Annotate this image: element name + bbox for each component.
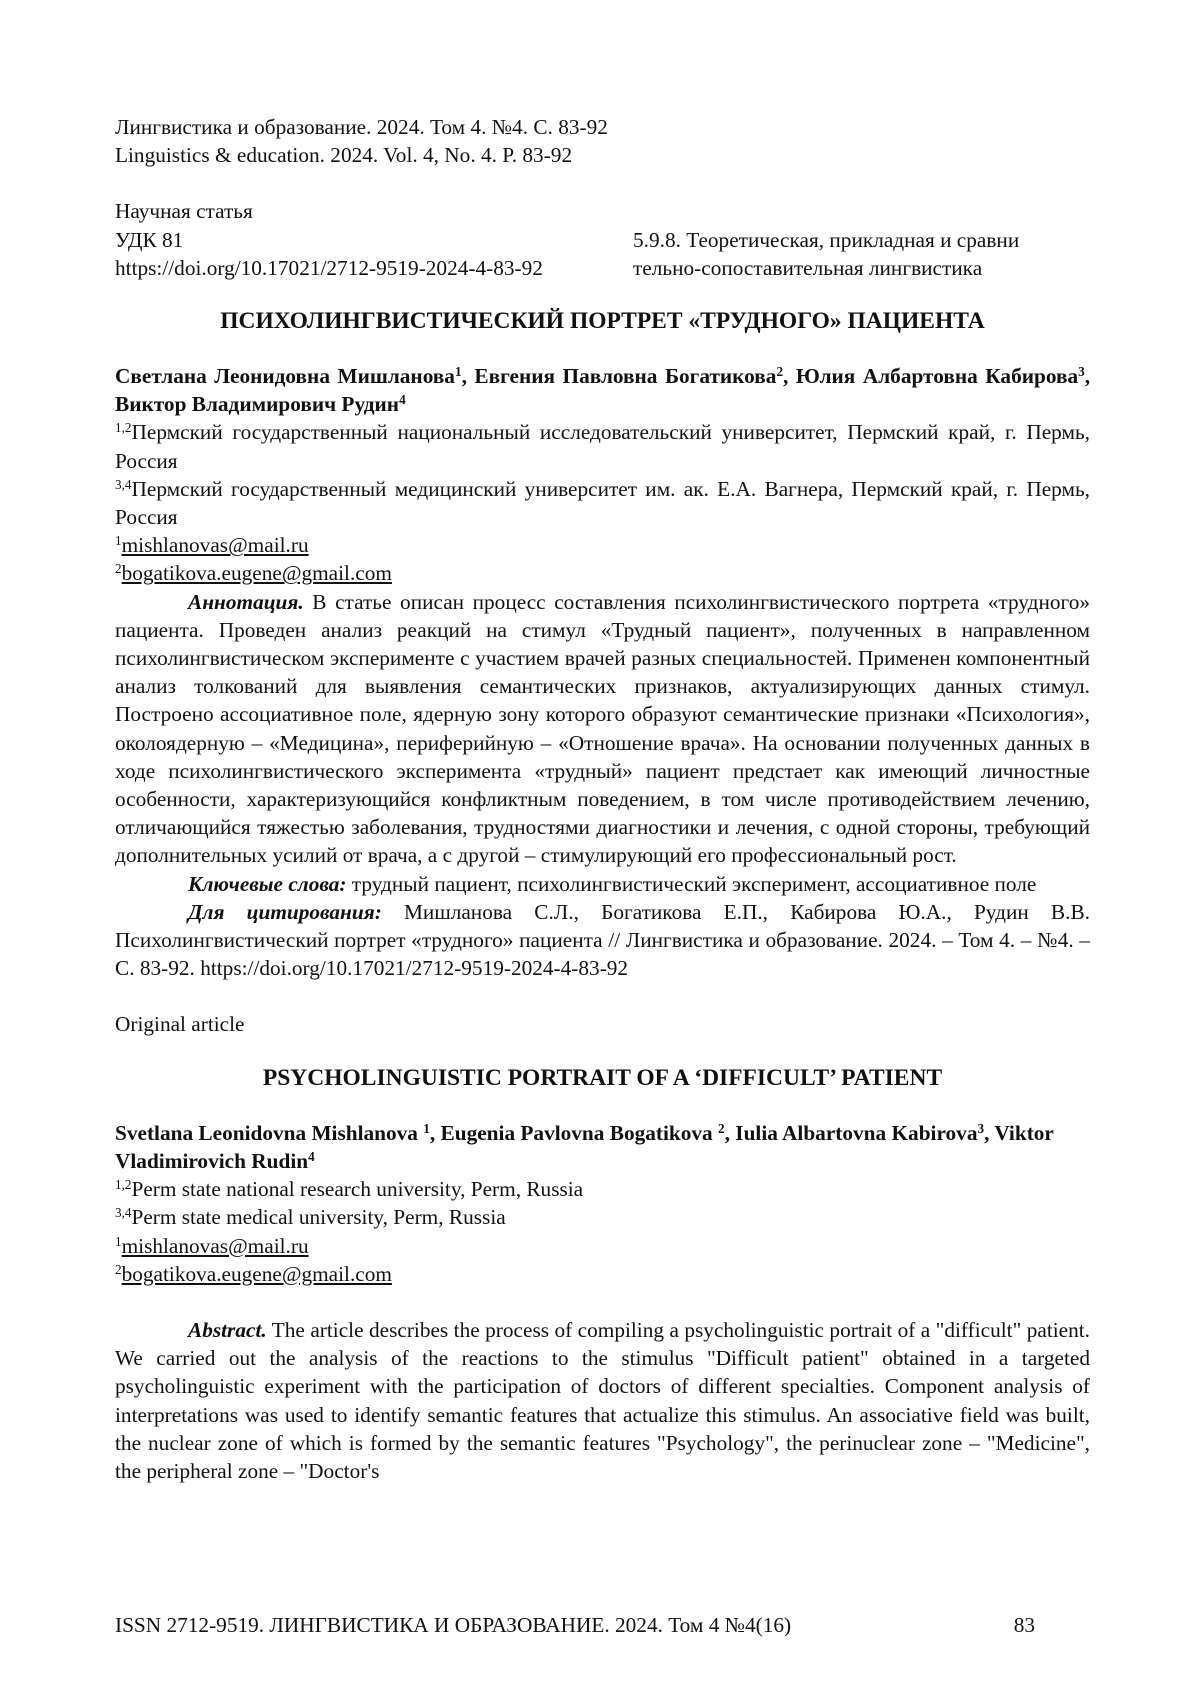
- email-1-en: $^1$mishlanovas@mail.ru: [115, 1233, 309, 1258]
- title-ru: ПСИХОЛИНГВИСТИЧЕСКИЙ ПОРТРЕТ «ТРУДНОГО» ПАЦИЕНТА: [220, 308, 985, 335]
- abstract-ru: Аннотация. В статье описан процесс составления психолингвистического портрета «трудного» пациента. Проведен анализ реакций на стимул «Трудный пациент», полученных в направленном психолингвистическом эксперименте с участием врачей разных специальностей. Применен компонентный анализ толкований для выявления семантических признаков, актуализирующих данных стимул. Построено ассоциативное поле, ядерную зону которого образуют семантические признаки «Психология», околоядерную – «Медицина», периферийную – «Отношение врача». На основании полученных данных в ходе психолингвистического эксперимента «трудный» пациент предстает как имеющий личностные особенности, характеризующийся конфликтным поведением, в том числе противодействием лечению, отличающийся тяжестью заболевания, трудностями диагностики и лечения, с одной стороны, требующий дополнительных усилий от врача, а с другой – стимулирующий его профессиональный рост.: [115, 589, 1090, 868]
- authors-en: Svetlana Leonidovna Mishlanova $^1$, Eugenia Pavlovna Bogatikova $^2$, Iulia Albartovna Kabirova$^3$, Viktor Vladimirovich Rudin$^4$: [115, 1120, 1054, 1173]
- authors-ru: Светлана Леонидовна Мишланова$^1$, Евгения Павловна Богатикова$^2$, Юлия Албартовна Кабирова$^3$, Виктор Владимирович Рудин$^4$: [115, 363, 1091, 417]
- email-2-en: $^2$bogatikova.eugene@gmail.com: [115, 1261, 392, 1286]
- doi-link[interactable]: https://doi.org/10.17021/2712-9519-2024-4-83-92: [115, 255, 543, 280]
- abstract-en: Abstract. The article describes the process of compiling a psycholinguistic portrait of a "difficult" patient. We carried out the analysis of the reactions to the stimulus "Difficult patient" obtained in a targeted psycholinguistic experiment with the participation of doctors of different specialties. Component analysis of interpretations was used to identify semantic features that actualize this stimulus. An associative field was built, the nuclear zone of which is formed by the semantic features "Psychology", the perinuclear zone – "Medicine", the peripheral zone – "Doctor's: [115, 1317, 1090, 1483]
- author-1: Svetlana Leonidovna Mishlanova: [115, 1120, 424, 1145]
- email-1-ru: $^1$mishlanovas@mail.ru: [115, 532, 309, 558]
- specialty-line-1: 5.9.8. Теоретическая, прикладная и сравни: [633, 227, 1020, 252]
- affiliation-2-ru: $^{3,4}$Пермский государственный медицинский университет им. ак. Е.А. Вагнера, Пермский край, г. Пермь, Россия: [115, 476, 1090, 530]
- footer-issn: ISSN 2712-9519. ЛИНГВИСТИКА И ОБРАЗОВАНИЕ. 2024. Том 4 №4(16): [115, 1613, 792, 1637]
- affiliation-1-en: $^{1,2}$Perm state national research university, Perm, Russia: [115, 1176, 584, 1202]
- email-2-ru: $^2$bogatikova.eugene@gmail.com: [115, 561, 392, 586]
- email-link[interactable]: mishlanovas@mail.ru: [121, 1233, 309, 1258]
- meta-row: [115, 226, 1090, 282]
- affiliation-2-en: $^{3,4}$Perm state medical university, Perm, Russia: [115, 1205, 506, 1230]
- article-type-ru: Научная статья: [115, 199, 253, 224]
- meta-right: [633, 226, 1090, 282]
- title-en: PSYCHOLINGUISTIC PORTRAIT OF A ‘DIFFICULT’ PATIENT: [262, 1064, 943, 1091]
- citation-ru: Для цитирования: Мишланова С.Л., Богатикова Е.П., Кабирова Ю.А., Рудин В.В. Психолингвистический портрет «трудного» пациента // Лингвистика и образование. 2024. – Том 4. – №4. – С. 83-92. https://doi.org/10.17021/2712-9519-2024-4-83-92: [115, 899, 1090, 981]
- article-type-en: Original article: [115, 1012, 245, 1037]
- author-1: Светлана Леонидовна Мишланова: [115, 364, 455, 389]
- author-2: Евгения Павловна Богатикова: [474, 364, 777, 389]
- author-4: Виктор Владимирович Рудин: [115, 392, 400, 417]
- affiliation-1-ru: $^{1,2}$Пермский государственный национальный исследовательский университет, Пермский край, г. Пермь, Россия: [115, 420, 1090, 473]
- author-3: Iulia Albartovna Kabirova: [735, 1120, 978, 1145]
- article-page: [115, 113, 1090, 1485]
- specialty-line-2: тельно-сопоставительная лингвистика: [633, 255, 983, 280]
- journal-citation-en: Linguistics & education. 2024. Vol. 4, No. 4. P. 83-92: [115, 143, 573, 168]
- keywords-ru: Ключевые слова: трудный пациент, психолингвистический эксперимент, ассоциативное поле: [188, 871, 1037, 896]
- author-2: Eugenia Pavlovna Bogatikova: [440, 1120, 719, 1145]
- email-link[interactable]: mishlanovas@mail.ru: [121, 533, 309, 558]
- journal-citation-ru: Лингвистика и образование. 2024. Том 4. №4. С. 83-92: [115, 115, 608, 139]
- page-number: 83: [1013, 1613, 1035, 1637]
- meta-left: [115, 226, 633, 282]
- page-footer: [115, 1611, 1035, 1639]
- author-3: Юлия Албартовна Кабирова: [795, 364, 1079, 389]
- email-link[interactable]: bogatikova.eugene@gmail.com: [121, 1261, 392, 1286]
- udc: УДК 81: [115, 227, 184, 252]
- author-4: Viktor Vladimirovich Rudin: [115, 1120, 1054, 1173]
- email-link[interactable]: bogatikova.eugene@gmail.com: [121, 561, 392, 586]
